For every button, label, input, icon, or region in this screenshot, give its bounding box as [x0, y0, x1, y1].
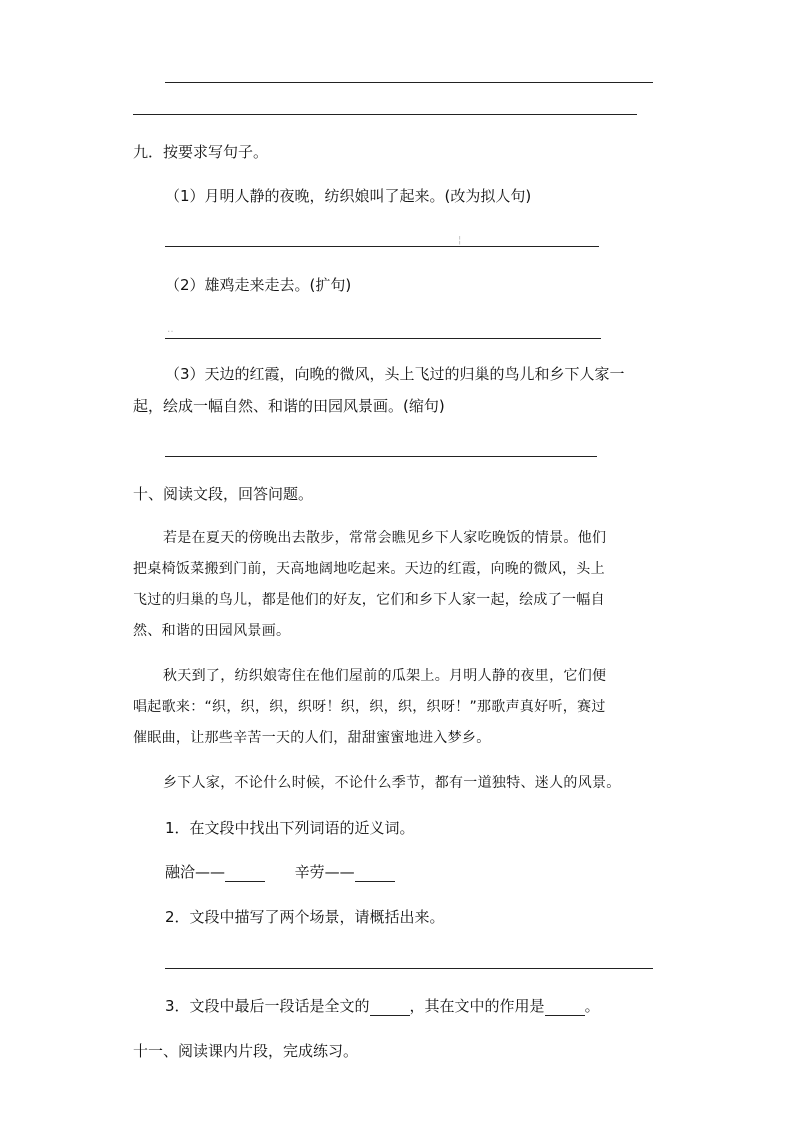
synonym-row: [165, 862, 395, 882]
question-10-3-text: 3．文段中最后一段话是全文的: [165, 997, 370, 1015]
answer-line-9-3[interactable]: [165, 456, 597, 457]
question-10-3-text: ，其在文中的作用是: [409, 997, 545, 1015]
answer-line-10-2[interactable]: [165, 968, 653, 969]
scan-mark: ‥: [167, 324, 174, 335]
answer-line-9-2[interactable]: [165, 338, 601, 339]
question-9-3-line-2: 起，绘成一幅自然、和谐的田园风景画。(缩句): [133, 397, 445, 415]
paragraph-line: 催眠曲，让那些辛苦一天的人们，甜甜蜜蜜地进入梦乡。: [133, 730, 491, 746]
answer-line-9-1[interactable]: [165, 246, 599, 247]
paragraph-line: 秋天到了，纺织娘寄住在他们屋前的瓜架上。月明人静的夜里，它们便: [163, 668, 607, 684]
synonym-word-1: 融洽——: [165, 863, 226, 881]
section-11-heading: 十一、阅读课内片段，完成练习。: [133, 1042, 359, 1060]
answer-line[interactable]: [165, 82, 653, 83]
synonym-word-2: 辛劳——: [294, 863, 355, 881]
paragraph-line: 飞过的归巢的鸟儿，都是他们的好友，它们和乡下人家一起，绘成了一幅自: [133, 592, 605, 608]
reading-paragraph-3: 乡下人家，不论什么时候，不论什么季节，都有一道独特、迷人的风景。: [163, 775, 621, 791]
paragraph-line: 然、和谐的田园风景画。: [133, 623, 291, 639]
paragraph-line: 若是在夏天的傍晚出去散步，常常会瞧见乡下人家吃晚饭的情景。他们: [163, 530, 607, 546]
paragraph-line: 把桌椅饭菜搬到门前，天高地阔地吃起来。天边的红霞，向晚的微风，头上: [133, 561, 605, 577]
synonym-blank-1[interactable]: [225, 865, 265, 882]
answer-blank-2[interactable]: [545, 999, 585, 1016]
answer-blank-1[interactable]: [370, 999, 410, 1016]
question-10-3-text: 。: [584, 997, 600, 1015]
question-9-3-line-1: （3）天边的红霞，向晚的微风，头上飞过的归巢的鸟儿和乡下人家一: [165, 365, 625, 383]
paragraph-line: 唱起歌来：“织，织，织，织呀！织，织，织，织呀！”那歌声真好听，赛过: [133, 699, 606, 715]
section-9-heading: 九．按要求写句子。: [133, 143, 269, 161]
section-10-heading: 十、阅读文段，回答问题。: [133, 485, 314, 503]
question-9-2: （2）雄鸡走来走去。(扩句): [165, 276, 352, 294]
synonym-blank-2[interactable]: [355, 865, 395, 882]
question-10-2: 2．文段中描写了两个场景，请概括出来。: [165, 908, 445, 926]
answer-line[interactable]: [133, 114, 637, 115]
question-9-1: （1）月明人静的夜晚，纺织娘叫了起来。(改为拟人句): [165, 187, 532, 205]
question-10-1: 1．在文段中找出下列词语的近义词。: [165, 819, 415, 837]
question-10-3: [165, 996, 600, 1016]
scan-mark: ¦: [458, 235, 462, 246]
